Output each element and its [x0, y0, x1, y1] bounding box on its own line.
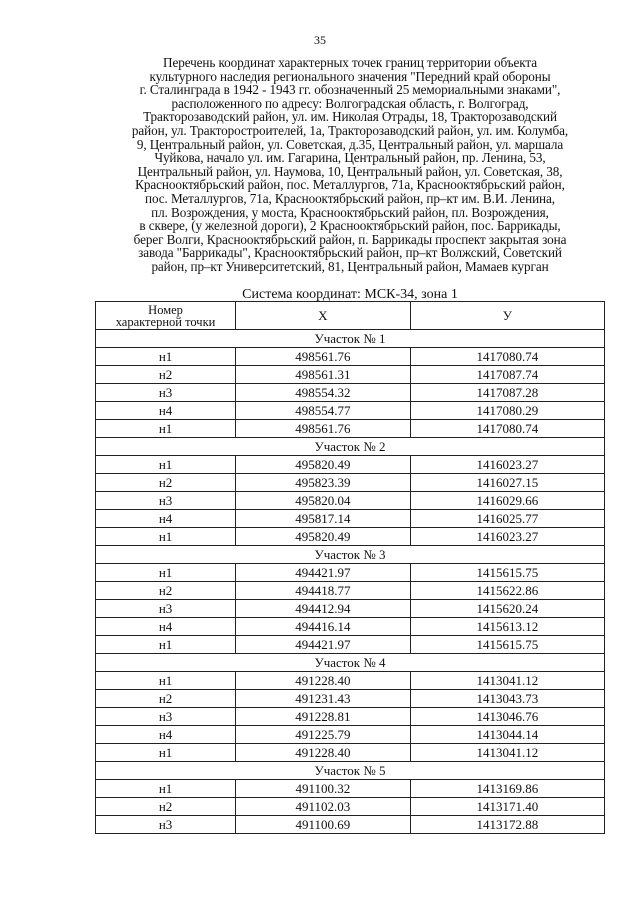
cell-y: 1413169.86 [410, 780, 604, 798]
heading-line: в сквере, (у железной дороги), 2 Краснооктябрьский район, пос. Баррикады, [139, 218, 561, 234]
table-row [96, 600, 605, 618]
table-row [96, 582, 605, 600]
table-row [96, 744, 605, 762]
cell-y: 1416025.77 [410, 510, 604, 528]
cell-y: 1416029.66 [410, 492, 604, 510]
cell-x: 491231.43 [236, 690, 411, 708]
cell-y: 1413041.12 [410, 744, 604, 762]
heading-line: Перечень координат характерных точек границ территории объекта [163, 55, 537, 70]
cell-x: 491228.81 [236, 708, 411, 726]
table-row [96, 456, 605, 474]
section-row [96, 438, 605, 456]
cell-y: 1415615.75 [410, 636, 604, 654]
cell-x: 491228.40 [236, 744, 411, 762]
table-row [96, 672, 605, 690]
cell-point: н4 [96, 618, 236, 636]
cell-point: н1 [96, 420, 236, 438]
heading-line: 9, Центральный район, ул. Советская, д.35, Центральный район, ул. маршала [136, 136, 564, 152]
cell-x: 491100.69 [236, 816, 411, 834]
cell-x: 498554.32 [236, 384, 411, 402]
table-row [96, 474, 605, 492]
page-number: 35 [314, 33, 326, 47]
cell-y: 1413041.12 [410, 672, 604, 690]
cell-x: 494421.97 [236, 636, 411, 654]
cell-x: 498561.76 [236, 348, 411, 366]
cell-x: 495823.39 [236, 474, 411, 492]
cell-x: 491225.79 [236, 726, 411, 744]
cell-y: 1413043.73 [410, 690, 604, 708]
cell-x: 495817.14 [236, 510, 411, 528]
heading-line: район, пр–кт Университетский, 81, Центральный район, Мамаев курган [151, 258, 549, 274]
table-row [96, 402, 605, 420]
cell-point: н2 [96, 474, 236, 492]
cell-y: 1413044.14 [410, 726, 604, 744]
cell-x: 494416.14 [236, 618, 411, 636]
cell-y: 1413171.40 [410, 798, 604, 816]
header-y: У [410, 302, 604, 330]
cell-point: н3 [96, 492, 236, 510]
cell-point: н3 [96, 600, 236, 618]
heading-line: г. Сталинграда в 1942 - 1943 гг. обозначенный 25 мемориальными знаками", [139, 82, 561, 98]
heading-line: пос. Металлургов, 71а, Краснооктябрьский район, пр–кт им. В.И. Ленина, [145, 190, 555, 206]
section-row [96, 330, 605, 348]
cell-x: 495820.49 [236, 456, 411, 474]
heading-line: культурного наследия регионального значения "Передний край обороны [149, 68, 551, 84]
cell-x: 494421.97 [236, 564, 411, 582]
cell-point: н3 [96, 384, 236, 402]
cell-point: н1 [96, 348, 236, 366]
table-body [96, 330, 605, 834]
cell-y: 1415615.75 [410, 564, 604, 582]
table-row [96, 816, 605, 834]
heading-line: Чуйкова, начало ул. им. Гагарина, Центральный район, пр. Ленина, 53, [154, 150, 546, 166]
cell-y: 1416023.27 [410, 456, 604, 474]
header-point-line1: Номер [148, 302, 183, 317]
cell-point: н4 [96, 726, 236, 744]
cell-y: 1417087.28 [410, 384, 604, 402]
coordinates-table [95, 301, 605, 834]
table-row [96, 510, 605, 528]
table-row [96, 492, 605, 510]
section-title: Участок № 5 [96, 762, 605, 780]
cell-y: 1417087.74 [410, 366, 604, 384]
cell-point: н1 [96, 744, 236, 762]
heading-line: Краснооктябрьский район, пос. Металлургов, 71а, Краснооктябрьский район, [135, 177, 565, 193]
cell-point: н4 [96, 510, 236, 528]
heading-line: завода "Баррикады", Краснооктябрьский район, пр–кт Волжский, Советский [138, 245, 562, 261]
cell-y: 1417080.74 [410, 420, 604, 438]
heading-line: расположенного по адресу: Волгоградская область, г. Волгоград, [171, 95, 529, 111]
section-title: Участок № 4 [96, 654, 605, 672]
table-row [96, 780, 605, 798]
cell-point: н2 [96, 690, 236, 708]
cell-point: н3 [96, 708, 236, 726]
section-title: Участок № 2 [96, 438, 605, 456]
cell-y: 1416023.27 [410, 528, 604, 546]
cell-x: 494418.77 [236, 582, 411, 600]
heading-line: берег Волги, Краснооктябрьский район, п. Баррикады проспект закрытая зона [133, 231, 567, 247]
cell-y: 1415622.86 [410, 582, 604, 600]
section-title: Участок № 3 [96, 546, 605, 564]
document-heading [100, 56, 600, 274]
cell-point: н4 [96, 402, 236, 420]
table-row [96, 690, 605, 708]
header-point-line2: характерной точки [115, 314, 216, 329]
cell-point: н1 [96, 780, 236, 798]
cell-y: 1415620.24 [410, 600, 604, 618]
cell-y: 1413172.88 [410, 816, 604, 834]
cell-y: 1415613.12 [410, 618, 604, 636]
cell-x: 494412.94 [236, 600, 411, 618]
cell-x: 491102.03 [236, 798, 411, 816]
cell-point: н2 [96, 366, 236, 384]
table-row [96, 366, 605, 384]
table-header-row [96, 302, 605, 330]
cell-x: 498561.31 [236, 366, 411, 384]
table-row [96, 618, 605, 636]
cell-point: н1 [96, 636, 236, 654]
cell-y: 1413046.76 [410, 708, 604, 726]
table-row [96, 636, 605, 654]
heading-line: пл. Возрождения, у моста, Краснооктябрьский район, пл. Возрождения, [151, 204, 549, 220]
section-row [96, 546, 605, 564]
heading-line: Центральный район, ул. Наумова, 10, Центральный район, ул. Советская, 38, [137, 163, 563, 179]
cell-x: 491228.40 [236, 672, 411, 690]
cell-point: н1 [96, 564, 236, 582]
table-row [96, 348, 605, 366]
section-row [96, 654, 605, 672]
table-row [96, 420, 605, 438]
cell-x: 498561.76 [236, 420, 411, 438]
section-row [96, 762, 605, 780]
cell-point: н1 [96, 456, 236, 474]
table-row [96, 564, 605, 582]
table-row [96, 726, 605, 744]
table-caption: Система координат: МСК-34, зона 1 [242, 287, 458, 302]
table-row [96, 384, 605, 402]
cell-y: 1416027.15 [410, 474, 604, 492]
cell-y: 1417080.74 [410, 348, 604, 366]
heading-line: район, ул. Тракторостроителей, 1а, Тракторозаводский район, ул. им. Колумба, [131, 122, 569, 138]
cell-x: 491100.32 [236, 780, 411, 798]
cell-y: 1417080.29 [410, 402, 604, 420]
section-title: Участок № 1 [96, 330, 605, 348]
cell-point: н2 [96, 798, 236, 816]
cell-point: н3 [96, 816, 236, 834]
table-row [96, 708, 605, 726]
header-x: X [236, 302, 411, 330]
header-point-number [96, 302, 236, 330]
cell-x: 495820.04 [236, 492, 411, 510]
cell-point: н1 [96, 672, 236, 690]
table-row [96, 798, 605, 816]
cell-x: 495820.49 [236, 528, 411, 546]
heading-line: Тракторозаводский район, ул. им. Николая Отрады, 18, Тракторозаводский [143, 109, 557, 125]
cell-point: н2 [96, 582, 236, 600]
cell-x: 498554.77 [236, 402, 411, 420]
cell-point: н1 [96, 528, 236, 546]
table-row [96, 528, 605, 546]
